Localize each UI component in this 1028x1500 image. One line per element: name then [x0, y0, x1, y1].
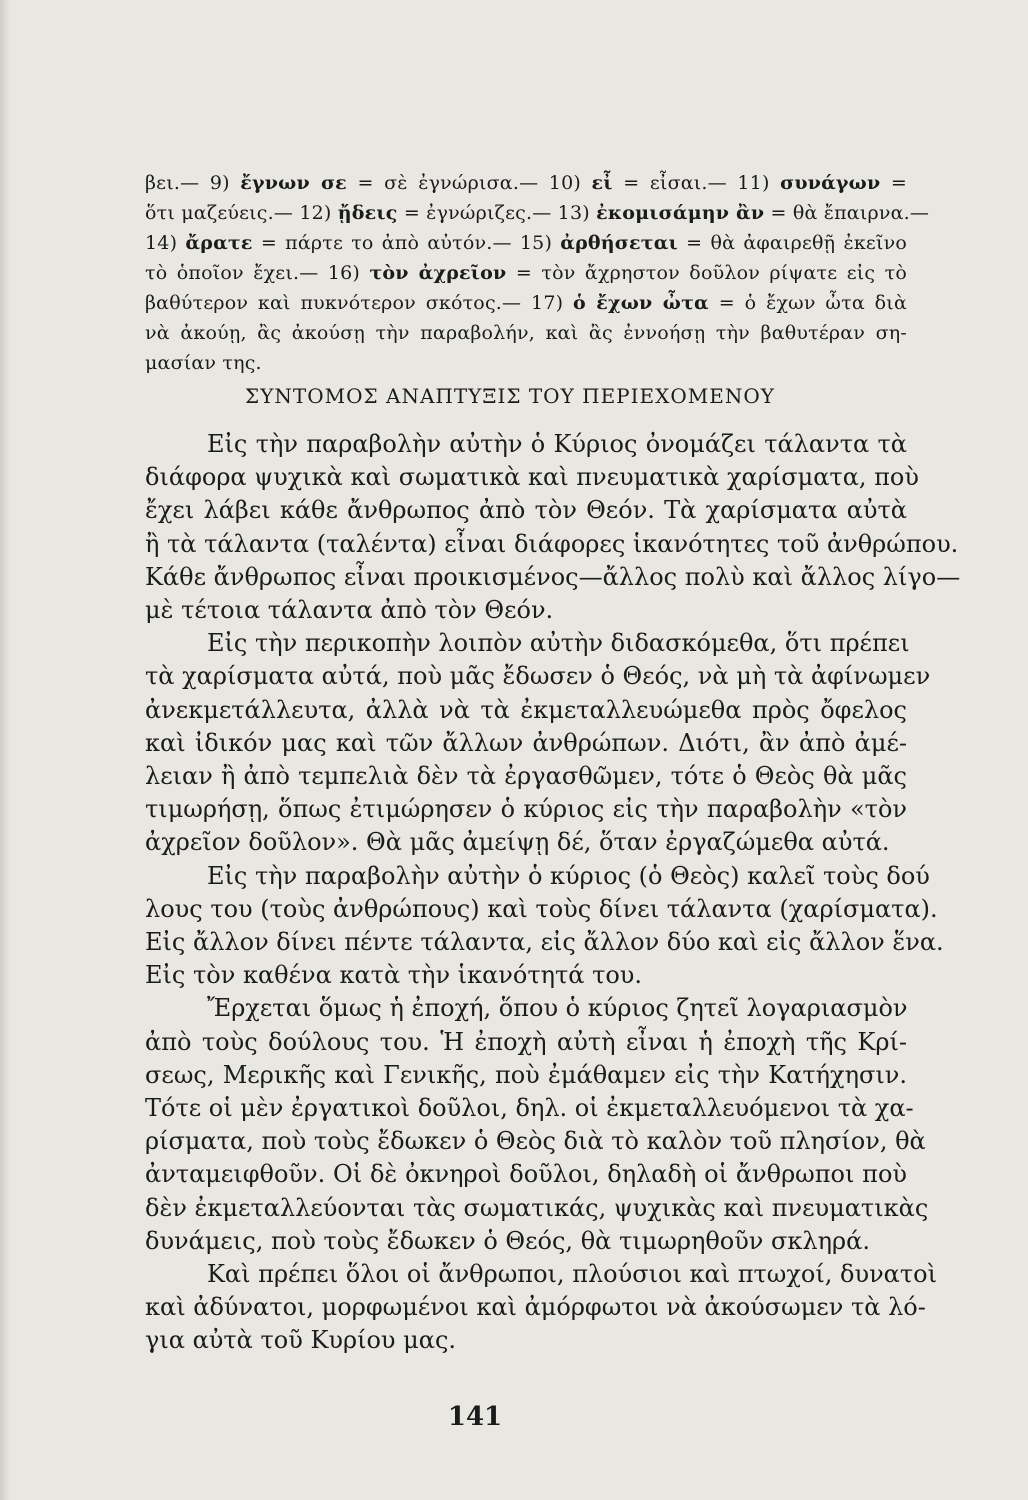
- body-line: ἔχει λάβει κάθε ἄνθρωπος ἀπὸ τὸν Θεόν. Τὰ χαρίσματα αὐτὰ: [145, 496, 907, 525]
- note-line: [145, 258, 907, 288]
- note-text: = πάρτε το ἀπὸ αὐτόν.— 15): [252, 232, 561, 254]
- note-line: [145, 168, 907, 198]
- body-line: Εἰς τὸν καθένα κατὰ τὴν ἱκανότητά του.: [145, 961, 643, 990]
- note-line: [145, 348, 907, 378]
- glossed-term: ᾔδεις: [337, 202, 398, 224]
- page-binding-edge: [0, 0, 10, 1500]
- note-text: = θὰ ἔπαιρνα.—: [764, 202, 930, 224]
- glossed-term: ἔγνων σε: [240, 172, 347, 194]
- body-line: καὶ ἀδύνατοι, μορφωμένοι καὶ ἀμόρφωτοι νὰ ἀκούσωμεν τὰ λό-: [145, 1293, 926, 1322]
- body-line: τιμωρήσῃ, ὅπως ἐτιμώρησεν ὁ κύριος εἰς τὴν παραβολὴν «τὸν: [145, 795, 907, 824]
- body-line: Εἰς τὴν παραβολὴν αὐτὴν ὁ Κύριος ὀνομάζει τάλαντα τὰ: [207, 430, 907, 458]
- body-line: ἀπὸ τοὺς δούλους του. Ἡ ἐποχὴ αὐτὴ εἶναι ἡ ἐποχὴ τῆς Κρί-: [145, 1027, 907, 1056]
- body-line: για αὐτὰ τοῦ Κυρίου μας.: [145, 1326, 457, 1355]
- body-line: μὲ τέτοια τάλαντα ἀπὸ τὸν Θεόν.: [145, 596, 554, 625]
- body-line: δὲν ἐκμεταλλεύονται τὰς σωματικάς, ψυχικὰς καὶ πνευματικὰς: [145, 1193, 929, 1222]
- page-number: 141: [447, 1402, 503, 1432]
- note-text: νὰ ἀκούῃ, ἂς ἀκούσῃ τὴν παραβολήν, καὶ ἂς ἐννοήσῃ τὴν βαθυτέραν ση-: [145, 322, 907, 344]
- note-text: τὸ ὁποῖον ἔχει.— 16): [145, 262, 370, 284]
- body-line: Εἰς τὴν παραβολὴν αὐτὴν ὁ κύριος (ὁ Θεὸς) καλεῖ τοὺς δού: [207, 861, 930, 890]
- note-text: μασίαν της.: [145, 352, 262, 374]
- body-line: Εἰς τὴν περικοπὴν λοιπὸν αὐτὴν διδασκόμεθα, ὅτι πρέπει: [207, 629, 910, 658]
- body-line: ἀνεκμετάλλευτα, ἀλλὰ νὰ τὰ ἐκμεταλλευώμεθα πρὸς ὄφελος: [145, 695, 907, 724]
- body-line: διάφορα ψυχικὰ καὶ σωματικὰ καὶ πνευματικὰ χαρίσματα, ποὺ: [145, 463, 919, 492]
- note-line: [145, 288, 907, 318]
- glossed-term: τὸν ἀχρεῖον: [369, 262, 507, 284]
- body-line: Εἰς ἄλλον δίνει πέντε τάλαντα, εἰς ἄλλον δύο καὶ εἰς ἄλλον ἕνα.: [145, 928, 944, 957]
- body-line: Κάθε ἄνθρωπος εἶναι προικισμένος—ἄλλος πολὺ καὶ ἄλλος λίγο—: [145, 562, 961, 591]
- section-heading: ΣΥΝΤΟΜΟΣ ΑΝΑΠΤΥΞΙΣ ΤΟΥ ΠΕΡΙΕΧΟΜΕΝΟΥ: [245, 384, 775, 408]
- note-line: [145, 318, 907, 348]
- body-line: τὰ χαρίσματα αὐτά, ποὺ μᾶς ἔδωσεν ὁ Θεός, νὰ μὴ τὰ ἀφίνωμεν: [145, 662, 931, 691]
- glossed-term: συνάγων: [780, 172, 881, 194]
- note-text: = σὲ ἐγνώρισα.— 10): [346, 172, 592, 194]
- note-text: βαθύτερον καὶ πυκνότερον σκότος.— 17): [145, 292, 574, 314]
- note-text: = τὸν ἄχρηστον δοῦλον ρίψατε εἰς τὸ: [506, 262, 908, 284]
- glossed-term: ὁ ἔχων ὦτα: [573, 292, 709, 314]
- note-line: [145, 228, 907, 258]
- glossed-term: ἄρατε: [185, 232, 253, 254]
- body-line: Καὶ πρέπει ὅλοι οἱ ἄνθρωποι, πλούσιοι καὶ πτωχοί, δυνατοὶ: [207, 1260, 937, 1289]
- note-text: βει.— 9): [145, 172, 241, 194]
- body-line: ἀνταμειφθοῦν. Οἱ δὲ ὀκνηροὶ δοῦλοι, δηλαδὴ οἱ ἄνθρωποι ποὺ: [145, 1160, 907, 1189]
- body-line: δυνάμεις, ποὺ τοὺς ἔδωκεν ὁ Θεός, θὰ τιμωρηθοῦν σκληρά.: [145, 1226, 870, 1255]
- glossed-term: ἀρθήσεται: [560, 232, 678, 254]
- note-text: = ὁ ἔχων ὦτα διὰ: [708, 292, 907, 314]
- body-text: [145, 428, 961, 1358]
- body-line: λειαν ἢ ἀπὸ τεμπελιὰ δὲν τὰ ἐργασθῶμεν, τότε ὁ Θεὸς θὰ μᾶς: [145, 762, 907, 791]
- body-line: ἀχρεῖον δοῦλον». Θὰ μᾶς ἀμείψῃ δέ, ὅταν ἐργαζώμεθα αὐτά.: [145, 828, 890, 857]
- body-line: ἢ τὰ τάλαντα (ταλέντα) εἶναι διάφορες ἱκανότητες τοῦ ἀνθρώπου.: [145, 529, 959, 558]
- body-line: καὶ ἰδικόν μας καὶ τῶν ἄλλων ἀνθρώπων. Διότι, ἂν ἀπὸ ἀμέ-: [145, 728, 907, 757]
- body-line: σεως, Μερικῆς καὶ Γενικῆς, ποὺ ἐμάθαμεν εἰς τὴν Κατήχησιν.: [145, 1060, 907, 1089]
- note-text: 14): [145, 232, 186, 254]
- body-line: ρίσματα, ποὺ τοὺς ἔδωκεν ὁ Θεὸς διὰ τὸ καλὸν τοῦ πλησίον, θὰ: [145, 1127, 926, 1156]
- body-line: Τότε οἱ μὲν ἐργατικοὶ δοῦλοι, δηλ. οἱ ἐκμεταλλευόμενοι τὰ χα-: [145, 1094, 914, 1123]
- word-notes: [145, 168, 930, 378]
- note-text: ὅτι μαζεύεις.— 12): [145, 202, 338, 224]
- note-text: = θὰ ἀφαιρεθῇ ἐκεῖνο: [677, 232, 907, 254]
- body-line: Ἔρχεται ὅμως ἡ ἐποχή, ὅπου ὁ κύριος ζητεῖ λογαριασμὸν: [207, 994, 908, 1023]
- note-line: [145, 198, 930, 228]
- glossed-term: εἶ: [591, 172, 613, 194]
- note-text: = εἶσαι.— 11): [612, 172, 781, 194]
- glossed-term: ἐκομισάμην ἂν: [596, 202, 765, 224]
- note-text: =: [880, 172, 907, 194]
- body-line: λους του (τοὺς ἀνθρώπους) καὶ τοὺς δίνει τάλαντα (χαρίσματα).: [145, 894, 938, 923]
- note-text: = ἐγνώριζες.— 13): [397, 202, 597, 224]
